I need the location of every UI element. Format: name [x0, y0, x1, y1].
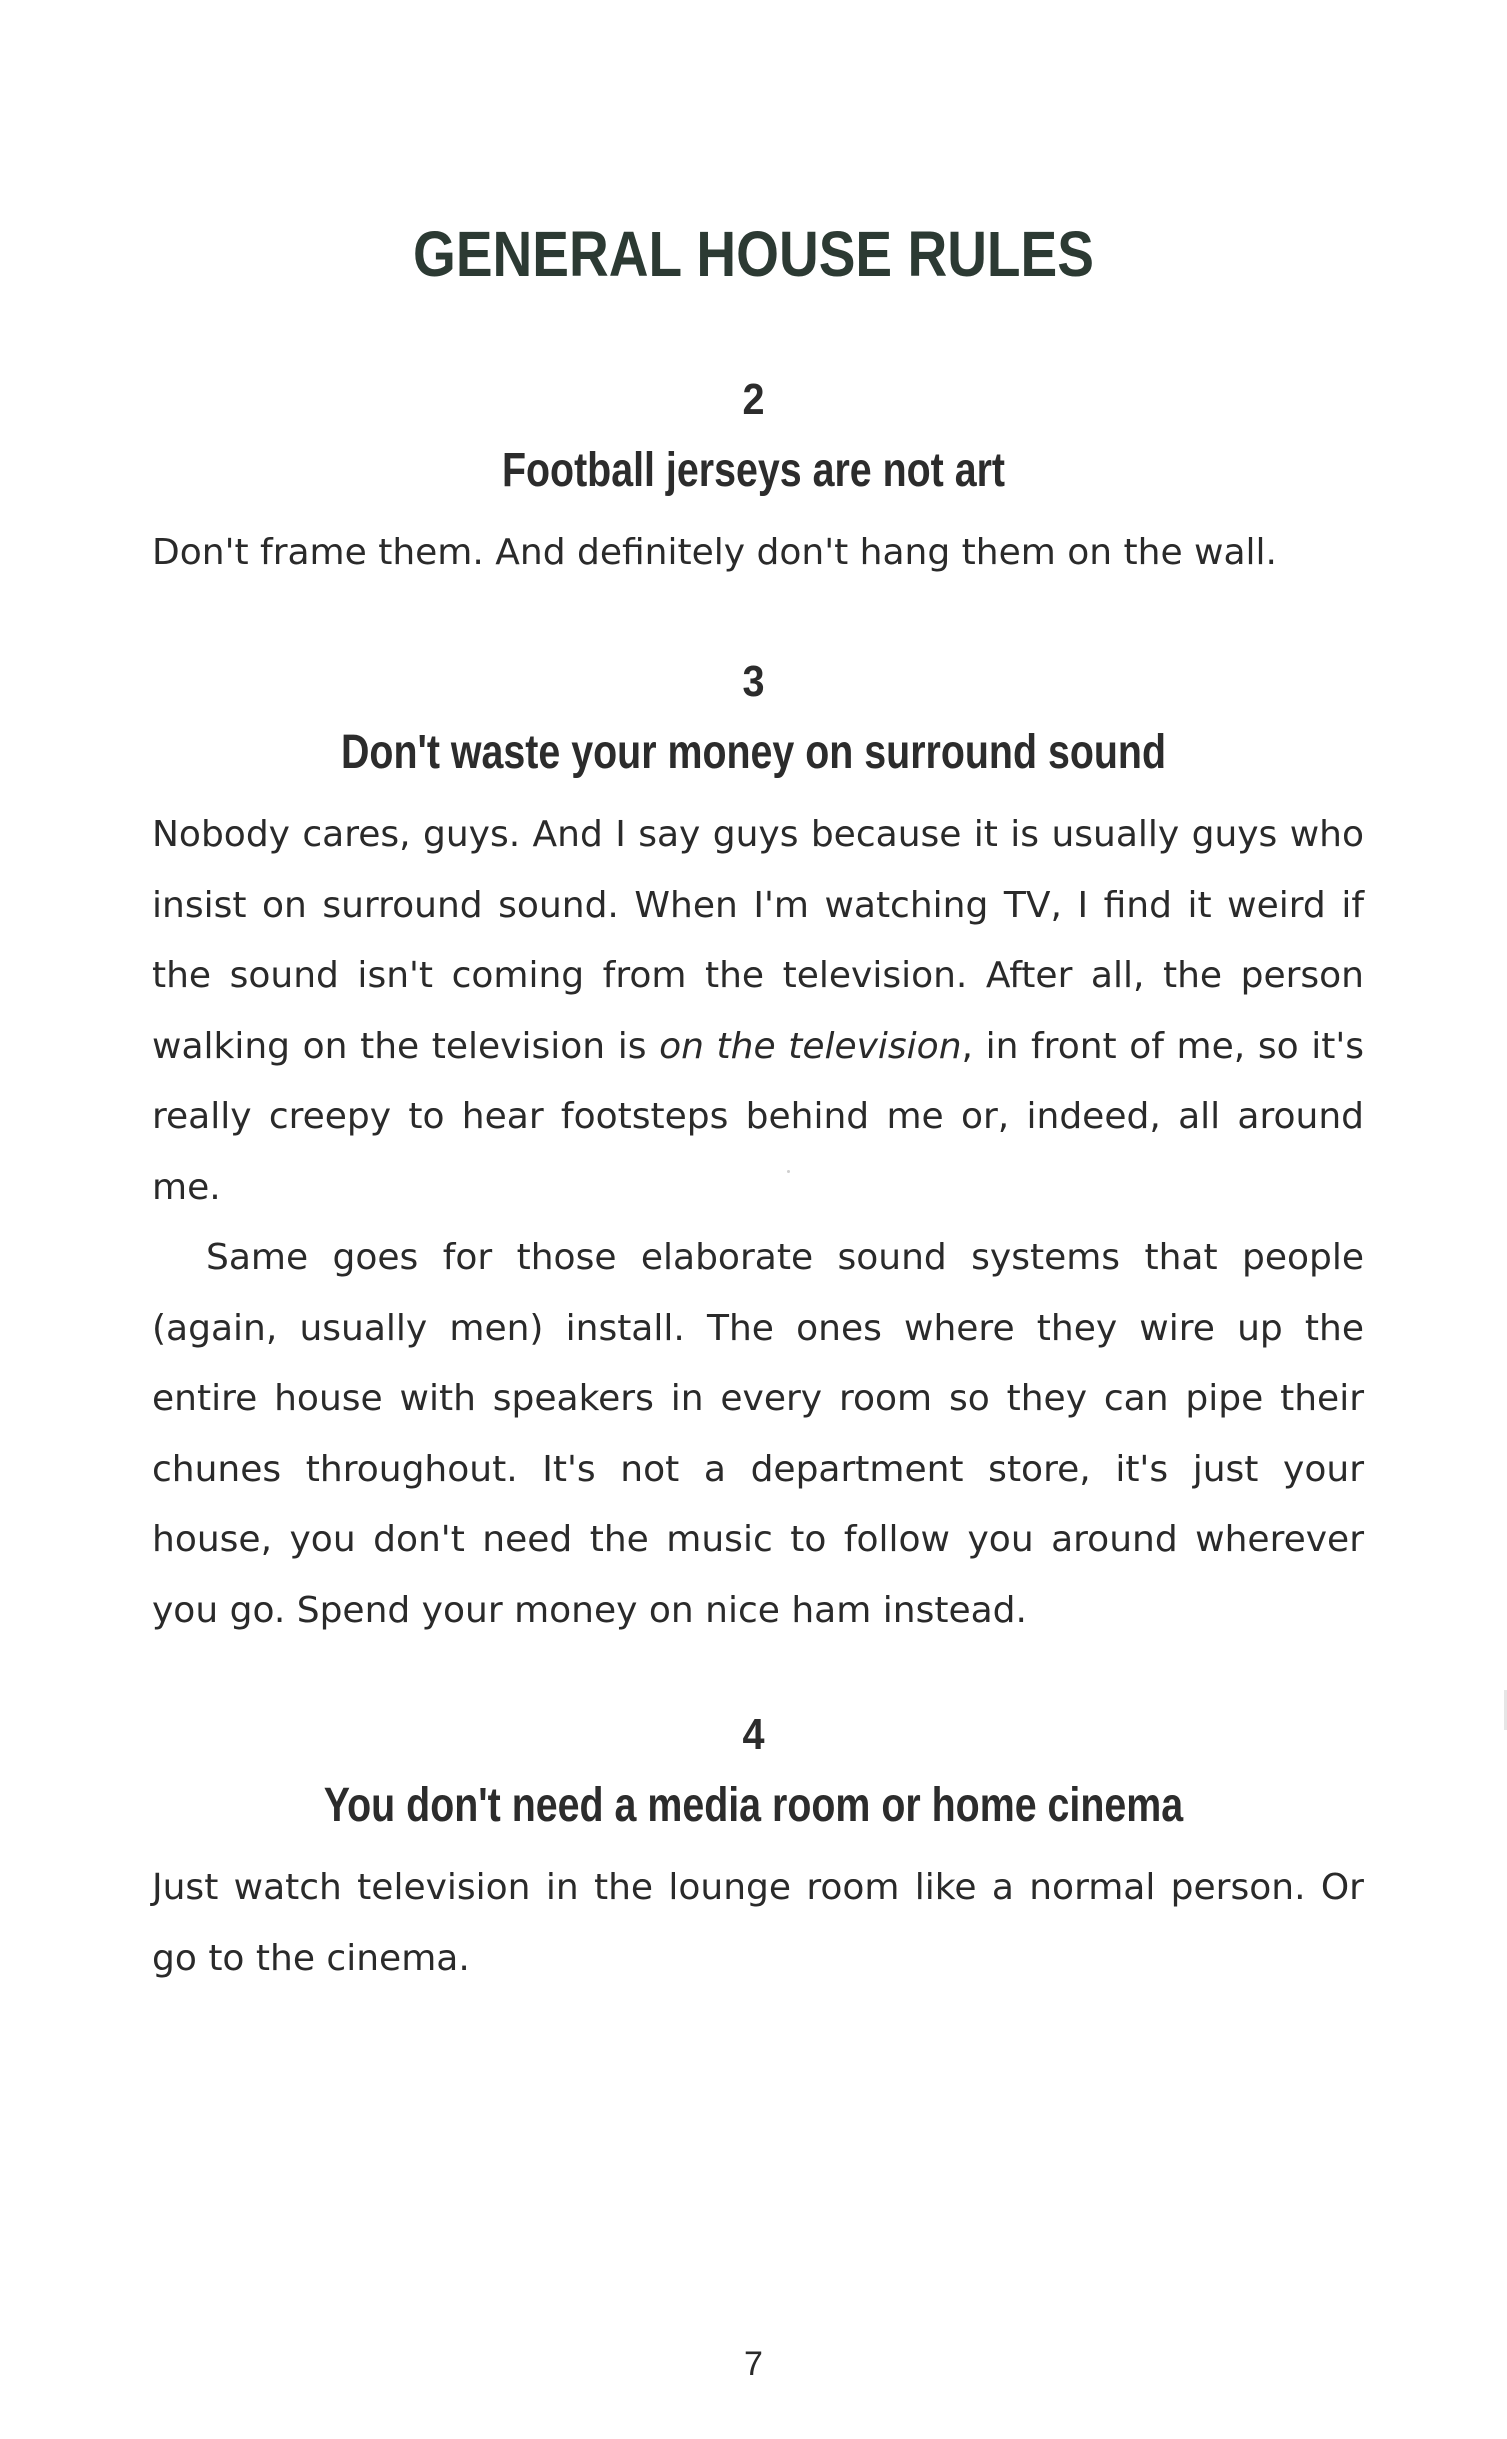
rule-heading-3: Don't waste your money on surround sound	[340, 726, 1167, 779]
rule-4-paragraph: Just watch television in the lounge room like a normal person. Or go to the cinema.	[152, 1867, 1364, 1979]
rule-number-2: 2	[742, 375, 765, 424]
rule-heading-4: You don't need a media room or home cinema	[323, 1779, 1184, 1832]
rule-3-paragraph-1	[152, 800, 1364, 1223]
rule-2-body	[152, 518, 1364, 589]
rule-3-italic-phrase: on the television	[659, 1025, 962, 1067]
rule-3-body	[152, 800, 1364, 1646]
rule-number-4: 4	[742, 1710, 765, 1759]
rule-3-paragraph-2: Same goes for those elaborate sound systems that people (again, usually men) install. The ones where they wire up the entire house with speakers in every room so they can pipe their chunes throughout. It's not a department store, it's just your house, you don't need the music to follow you around wherever you go. Spend your money on nice ham instead.	[152, 1237, 1364, 1631]
rule-2-paragraph: Don't frame them. And definitely don't hang them on the wall.	[152, 532, 1277, 573]
rule-3-text-before-italic: Nobody cares, guys. And I say guys because it is usually guys who insist on surround sound. When I'm watching TV, I find it weird if the sound isn't coming from the television. After all, the person walking on the television is	[152, 814, 1364, 1067]
page-title: GENERAL HOUSE RULES	[413, 218, 1094, 290]
page-number: 7	[744, 2345, 763, 2383]
rule-heading-2: Football jerseys are not art	[501, 444, 1006, 497]
rule-number-3: 3	[742, 657, 765, 706]
scan-speck	[787, 1170, 790, 1173]
rule-3-text-after-italic: , in front of me, so it's really creepy to hear footsteps behind me or, indeed, all around me.	[152, 1025, 1364, 1208]
rule-4-body	[152, 1853, 1364, 1994]
